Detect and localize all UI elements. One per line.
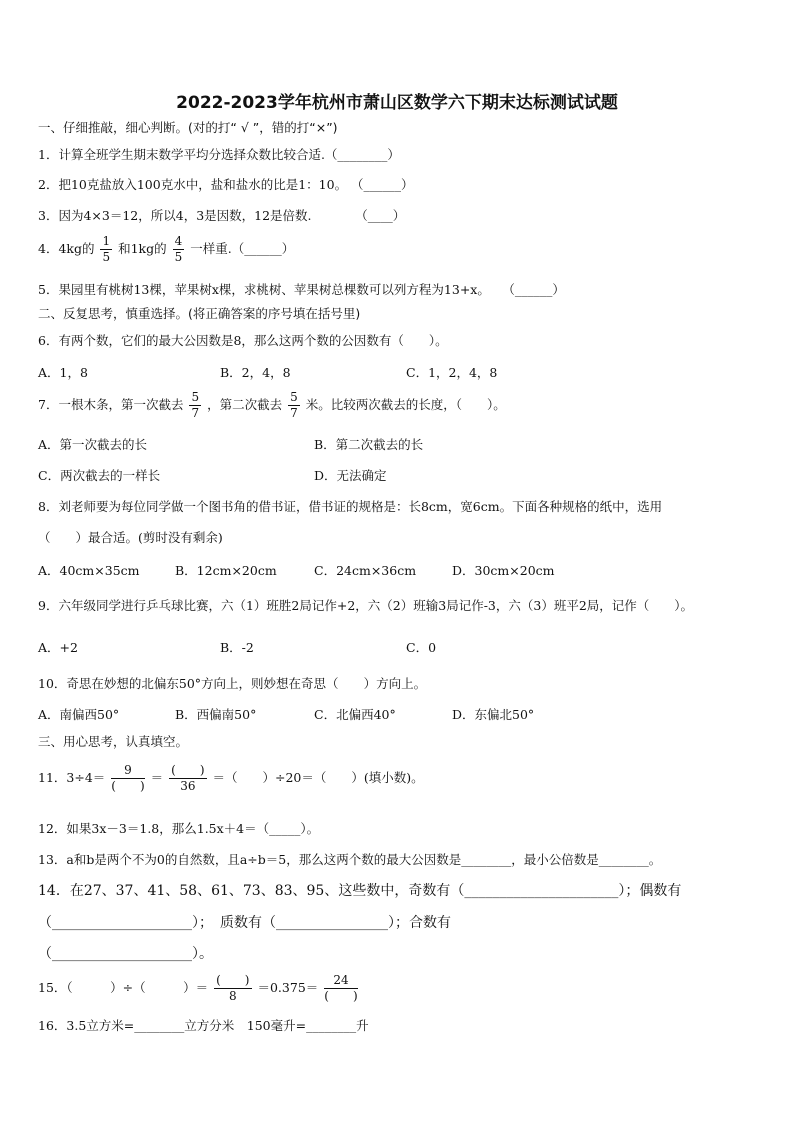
section-1-heading: 一、仔细推敲，细心判断。(对的打“ √ ”，错的打“×”) [38,120,338,135]
fraction-numerator: ( ) [171,763,205,777]
question-7 [38,390,506,421]
question-7-text-b: ，第二次截去 [207,397,283,412]
question-10-option-d: D．东偏北50° [452,707,535,722]
fraction-four-fifths [173,234,185,265]
question-4-text-c: 一样重.（______） [190,241,295,256]
fraction-one-fifth [100,234,112,265]
fraction-numerator: 9 [111,763,144,779]
question-8-option-b: B．12cm×20cm [175,563,277,578]
question-6-option-c: C．1，2，4，8 [406,365,498,380]
question-9-option-a: A．+2 [38,640,78,655]
question-10: 10．奇思在妙想的北偏东50°方向上，则妙想在奇思（ ）方向上。 [38,676,427,691]
question-7-option-a: A．第一次截去的长 [38,437,148,452]
fraction-denominator: ( ) [111,779,145,793]
fraction-denominator: 36 [180,779,196,793]
fraction-denominator: 7 [191,406,200,420]
fraction-numerator: 4 [174,234,183,248]
fraction-blank-over-36 [169,763,206,794]
question-15-text-b: ＝0.375＝ [257,980,319,995]
question-7-text-c: 米。比较两次截去的长度，（ ）。 [305,397,506,412]
question-4 [38,234,294,265]
question-14-line-1: 14．在27、37、41、58、61、73、83、95、这些数中，奇数有（______________________）；偶数有 [38,883,682,899]
question-6: 6．有两个数，它们的最大公因数是8，那么这两个数的公因数有（ ）。 [38,333,448,348]
question-11-text-a: 11．3÷4＝ [38,770,106,785]
question-14-line-2: （____________________）； 质数有（________________）；合数有 [38,915,451,931]
question-16: 16．3.5立方米=________立方分米 150毫升=________升 [38,1018,369,1033]
question-15 [38,973,360,1004]
question-2: 2．把10克盐放入100克水中，盐和盐水的比是1：10。 （______） [38,177,414,192]
question-7-option-d: D．无法确定 [314,468,387,483]
question-11-text-c: ＝（ ）÷20＝（ ）(填小数)。 [212,770,424,785]
question-12: 12．如果3x－3＝1.8，那么1.5x＋4＝（_____）。 [38,821,320,836]
section-2-heading: 二、反复思考，慎重选择。(将正确答案的序号填在括号里) [38,306,361,321]
question-8-line-2: （ ）最合适。(剪时没有剩余) [38,530,223,545]
question-8-option-d: D．30cm×20cm [452,563,555,578]
fraction-blank-over-8 [214,973,251,1004]
question-11 [38,763,424,794]
question-14-line-3: （____________________）。 [38,946,213,962]
fraction-denominator: 8 [228,989,237,1003]
question-5: 5．果园里有桃树13棵，苹果树x棵，求桃树、苹果树总棵数可以列方程为13+x。 （______） [38,282,565,297]
question-9-option-b: B．-2 [220,640,254,655]
fraction-denominator: 7 [290,406,298,420]
question-4-text-a: 4．4kg的 [38,241,95,256]
page-title: 2022-2023学年杭州市萧山区数学六下期末达标测试试题 [176,93,618,113]
fraction-five-sevenths [189,390,201,421]
question-10-option-a: A．南偏西50° [38,707,120,722]
question-1: 1．计算全班学生期末数学平均分选择众数比较合适.（________） [38,147,400,162]
fraction-24-over-blank [324,973,357,1004]
question-7-option-c: C．两次截去的一样长 [38,468,161,483]
question-7-option-b: B．第二次截去的长 [314,437,424,452]
fraction-denominator: 5 [174,250,183,264]
question-7-text-a: 7．一根木条，第一次截去 [38,397,184,412]
question-9-option-c: C．0 [406,640,437,655]
section-3-heading: 三、用心思考，认真填空。 [38,734,189,749]
fraction-five-sevenths-meter [288,390,300,421]
question-8-option-c: C．24cm×36cm [314,563,417,578]
fraction-denominator: ( ) [324,989,358,1003]
fraction-numerator: 5 [290,390,298,404]
fraction-denominator: 5 [102,250,111,264]
question-15-text-a: 15．（ ）÷（ ）＝ [38,980,209,995]
fraction-nine-over-blank [111,763,144,794]
question-13: 13．a和b是两个不为0的自然数，且a÷b＝5，那么这两个数的最大公因数是________，最小公倍数是________。 [38,852,662,867]
question-8-option-a: A．40cm×35cm [38,563,140,578]
fraction-numerator: 1 [102,234,111,248]
question-11-equals: ＝ [150,770,164,785]
question-10-option-b: B．西偏南50° [175,707,257,722]
question-8-line-1: 8．刘老师要为每位同学做一个图书角的借书证，借书证的规格是：长8cm，宽6cm。下面各种规格的纸中，选用 [38,499,663,514]
question-9: 9．六年级同学进行乒乓球比赛，六（1）班胜2局记作+2，六（2）班输3局记作-3，六（3）班平2局，记作（ ）。 [38,598,694,613]
question-4-text-b: 和1kg的 [118,241,167,256]
question-6-option-b: B．2，4，8 [220,365,291,380]
question-6-option-a: A．1，8 [38,365,88,380]
fraction-numerator: 5 [191,390,200,404]
fraction-numerator: ( ) [216,973,250,987]
question-10-option-c: C．北偏西40° [314,707,396,722]
question-3: 3．因为4×3＝12，所以4，3是因数，12是倍数. （____） [38,208,406,223]
fraction-numerator: 24 [324,973,357,989]
